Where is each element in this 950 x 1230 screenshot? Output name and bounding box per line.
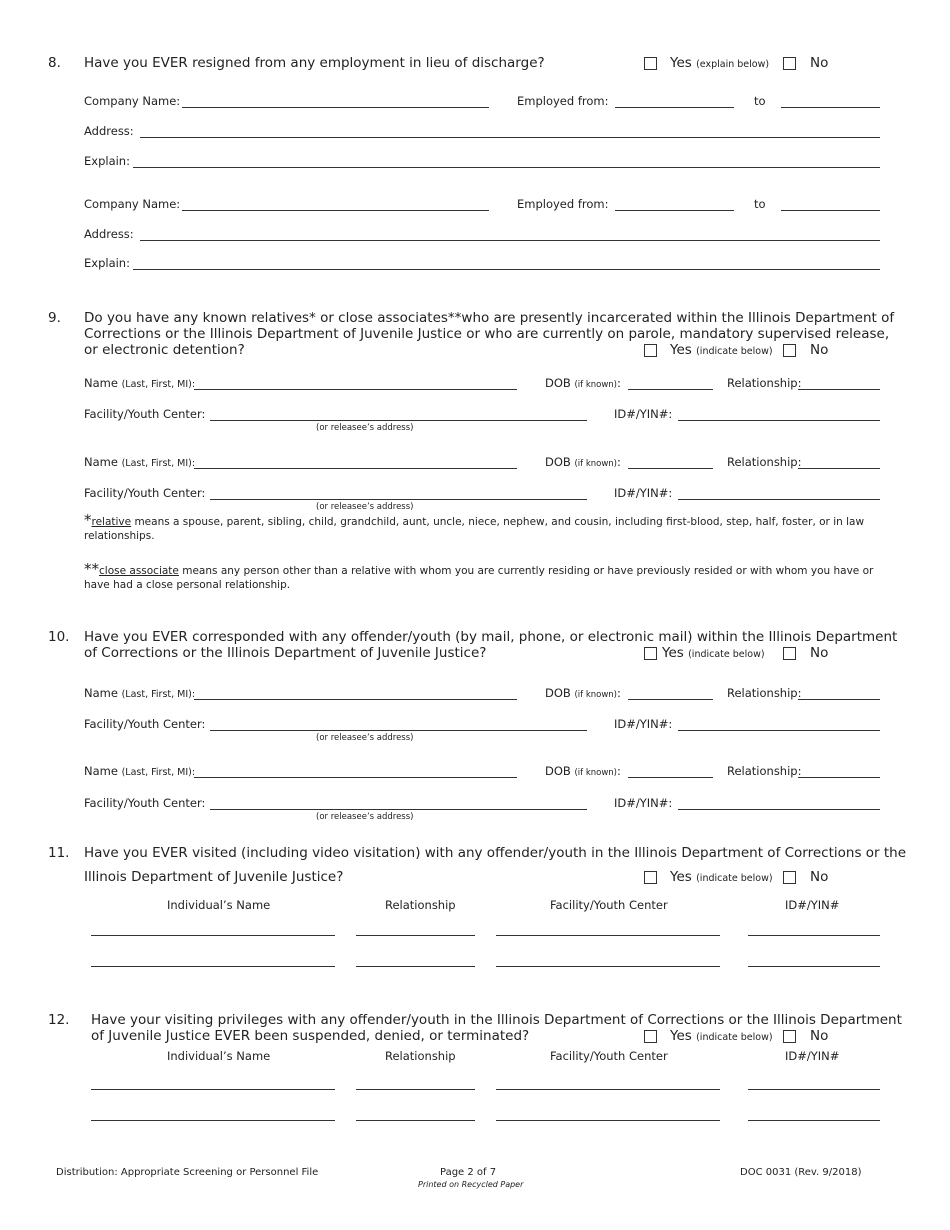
- q10-dob-field-1[interactable]: [628, 699, 713, 700]
- q10-facility-field-1[interactable]: [210, 730, 587, 731]
- q12-no-checkbox[interactable]: [783, 1030, 796, 1043]
- relative-definition: *relative means a spouse, parent, sibling, child, grandchild, aunt, uncle, niece, nephew, and cousin, including first-blood, step, half, foster, or in law relationships.: [84, 511, 865, 542]
- employed-to-field-1[interactable]: [781, 107, 880, 108]
- q10-no-label: No: [810, 645, 829, 661]
- id-label: ID#/YIN#:: [614, 717, 673, 731]
- employed-to-label: to: [754, 197, 766, 211]
- facility-label: Facility/Youth Center:: [84, 717, 206, 731]
- address-label: Address:: [84, 227, 134, 241]
- q9-relationship-field-1[interactable]: [798, 389, 880, 390]
- q10-id-field-1[interactable]: [678, 730, 880, 731]
- dob-label: DOB (if known):: [545, 686, 621, 700]
- employed-from-field-1[interactable]: [615, 107, 734, 108]
- name-label: Name (Last, First, MI):: [84, 686, 196, 700]
- id-label: ID#/YIN#:: [614, 486, 673, 500]
- q9-facility-field-2[interactable]: [210, 499, 587, 500]
- q9-dob-field-2[interactable]: [628, 468, 713, 469]
- q12-yes-checkbox[interactable]: [644, 1030, 657, 1043]
- q8-number: 8.: [48, 55, 61, 71]
- q9-facility-field-1[interactable]: [210, 420, 587, 421]
- company-name-field-2[interactable]: [182, 210, 489, 211]
- releasee-address-hint: (or releasee’s address): [316, 733, 414, 743]
- q9-name-field-1[interactable]: [194, 389, 517, 390]
- q12-text-line1: Have your visiting privileges with any offender/youth in the Illinois Department of Corrections or the Illinois Department: [91, 1012, 902, 1028]
- q10-dob-field-2[interactable]: [628, 777, 713, 778]
- q8-no-label: No: [810, 55, 829, 71]
- q10-name-field-1[interactable]: [194, 699, 517, 700]
- company-name-field-1[interactable]: [182, 107, 489, 108]
- q12-number: 12.: [48, 1012, 70, 1028]
- q10-relationship-field-1[interactable]: [798, 699, 880, 700]
- q10-yes-checkbox[interactable]: [644, 647, 657, 660]
- q10-no-checkbox[interactable]: [783, 647, 796, 660]
- q8-yes-label: Yes (explain below): [670, 55, 770, 71]
- q9-dob-field-1[interactable]: [628, 389, 713, 390]
- dob-label: DOB (if known):: [545, 376, 621, 390]
- company-name-label: Company Name:: [84, 94, 181, 108]
- col-header-facility: Facility/Youth Center: [550, 898, 668, 912]
- q11-id-field-2[interactable]: [748, 966, 880, 967]
- releasee-address-hint: (or releasee’s address): [316, 423, 414, 433]
- col-header-relationship: Relationship: [385, 1049, 456, 1063]
- q10-text-line2: of Corrections or the Illinois Department of Juvenile Justice?: [84, 645, 487, 661]
- q11-text-line2: Illinois Department of Juvenile Justice?: [84, 869, 344, 885]
- explain-label: Explain:: [84, 154, 130, 168]
- relationship-label: Relationship:: [727, 686, 802, 700]
- q9-yes-label: Yes (indicate below): [670, 342, 773, 358]
- q11-no-label: No: [810, 869, 829, 885]
- q9-no-checkbox[interactable]: [783, 344, 796, 357]
- company-name-label: Company Name:: [84, 197, 181, 211]
- facility-label: Facility/Youth Center:: [84, 486, 206, 500]
- q11-number: 11.: [48, 845, 70, 861]
- col-header-facility: Facility/Youth Center: [550, 1049, 668, 1063]
- footer-doc-number: DOC 0031 (Rev. 9/2018): [740, 1167, 862, 1178]
- col-header-id: ID#/YIN#: [785, 898, 840, 912]
- explain-field-1[interactable]: [133, 167, 880, 168]
- q9-text-line3: or electronic detention?: [84, 342, 245, 358]
- q9-text-line2: Corrections or the Illinois Department of Juvenile Justice or who are currently on parole, mandatory supervised release,: [84, 326, 890, 342]
- dob-label: DOB (if known):: [545, 455, 621, 469]
- q10-relationship-field-2[interactable]: [798, 777, 880, 778]
- relationship-label: Relationship:: [727, 376, 802, 390]
- q12-relationship-field-2[interactable]: [356, 1120, 475, 1121]
- q12-facility-field-2[interactable]: [496, 1120, 720, 1121]
- q8-text: Have you EVER resigned from any employment in lieu of discharge?: [84, 55, 545, 71]
- q12-name-field-2[interactable]: [91, 1120, 335, 1121]
- q12-yes-label: Yes (indicate below): [670, 1028, 773, 1044]
- col-header-relationship: Relationship: [385, 898, 456, 912]
- facility-label: Facility/Youth Center:: [84, 796, 206, 810]
- employed-from-label: Employed from:: [517, 94, 609, 108]
- q9-no-label: No: [810, 342, 829, 358]
- q10-text-line1: Have you EVER corresponded with any offender/youth (by mail, phone, or electronic mail) within the Illinois Department: [84, 629, 898, 645]
- dob-label: DOB (if known):: [545, 764, 621, 778]
- q11-id-field-1[interactable]: [748, 935, 880, 936]
- q8-yes-checkbox[interactable]: [644, 57, 657, 70]
- q9-number: 9.: [48, 310, 61, 326]
- name-label: Name (Last, First, MI):: [84, 376, 196, 390]
- q12-id-field-1[interactable]: [748, 1089, 880, 1090]
- q11-relationship-field-1[interactable]: [356, 935, 475, 936]
- address-field-1[interactable]: [140, 137, 880, 138]
- relationship-label: Relationship:: [727, 764, 802, 778]
- q10-number: 10.: [48, 629, 70, 645]
- col-header-id: ID#/YIN#: [785, 1049, 840, 1063]
- q12-relationship-field-1[interactable]: [356, 1089, 475, 1090]
- relationship-label: Relationship:: [727, 455, 802, 469]
- q10-facility-field-2[interactable]: [210, 809, 587, 810]
- q12-name-field-1[interactable]: [91, 1089, 335, 1090]
- q11-yes-label: Yes (indicate below): [670, 869, 773, 885]
- q11-name-field-2[interactable]: [91, 966, 335, 967]
- col-header-name: Individual’s Name: [167, 898, 271, 912]
- id-label: ID#/YIN#:: [614, 407, 673, 421]
- q11-text-line1: Have you EVER visited (including video visitation) with any offender/youth in the Illinois Department of Corrections or the: [84, 845, 907, 861]
- q9-yes-checkbox[interactable]: [644, 344, 657, 357]
- address-field-2[interactable]: [140, 240, 880, 241]
- q9-id-field-2[interactable]: [678, 499, 880, 500]
- name-label: Name (Last, First, MI):: [84, 455, 196, 469]
- employed-to-field-2[interactable]: [781, 210, 880, 211]
- q9-id-field-1[interactable]: [678, 420, 880, 421]
- q9-relationship-field-2[interactable]: [798, 468, 880, 469]
- footer-page-number: Page 2 of 7: [440, 1167, 497, 1178]
- q12-text-line2: of Juvenile Justice EVER been suspended, denied, or terminated?: [91, 1028, 530, 1044]
- q9-text-line1: Do you have any known relatives* or close associates**who are presently incarcerated within the Illinois Department of: [84, 310, 895, 326]
- q10-yes-label: Yes (indicate below): [662, 645, 765, 661]
- employed-to-label: to: [754, 94, 766, 108]
- q11-facility-field-1[interactable]: [496, 935, 720, 936]
- address-label: Address:: [84, 124, 134, 138]
- q12-id-field-2[interactable]: [748, 1120, 880, 1121]
- q12-facility-field-1[interactable]: [496, 1089, 720, 1090]
- q11-relationship-field-2[interactable]: [356, 966, 475, 967]
- q11-no-checkbox[interactable]: [783, 871, 796, 884]
- footer-distribution: Distribution: Appropriate Screening or Personnel File: [56, 1167, 319, 1178]
- explain-field-2[interactable]: [133, 269, 880, 270]
- facility-label: Facility/Youth Center:: [84, 407, 206, 421]
- employed-from-label: Employed from:: [517, 197, 609, 211]
- employed-from-field-2[interactable]: [615, 210, 734, 211]
- releasee-address-hint: (or releasee’s address): [316, 812, 414, 822]
- q11-facility-field-2[interactable]: [496, 966, 720, 967]
- q11-yes-checkbox[interactable]: [644, 871, 657, 884]
- q9-name-field-2[interactable]: [194, 468, 517, 469]
- q10-id-field-2[interactable]: [678, 809, 880, 810]
- q11-name-field-1[interactable]: [91, 935, 335, 936]
- q8-no-checkbox[interactable]: [783, 57, 796, 70]
- col-header-name: Individual’s Name: [167, 1049, 271, 1063]
- q10-name-field-2[interactable]: [194, 777, 517, 778]
- explain-label: Explain:: [84, 256, 130, 270]
- releasee-address-hint: (or releasee’s address): [316, 502, 414, 512]
- q12-no-label: No: [810, 1028, 829, 1044]
- name-label: Name (Last, First, MI):: [84, 764, 196, 778]
- close-associate-definition: **close associate means any person other than a relative with whom you are currently residing or have previously resided or with whom you have or have had a close personal relationship.: [84, 560, 874, 591]
- footer-recycled-note: Printed on Recycled Paper: [418, 1180, 524, 1189]
- id-label: ID#/YIN#:: [614, 796, 673, 810]
